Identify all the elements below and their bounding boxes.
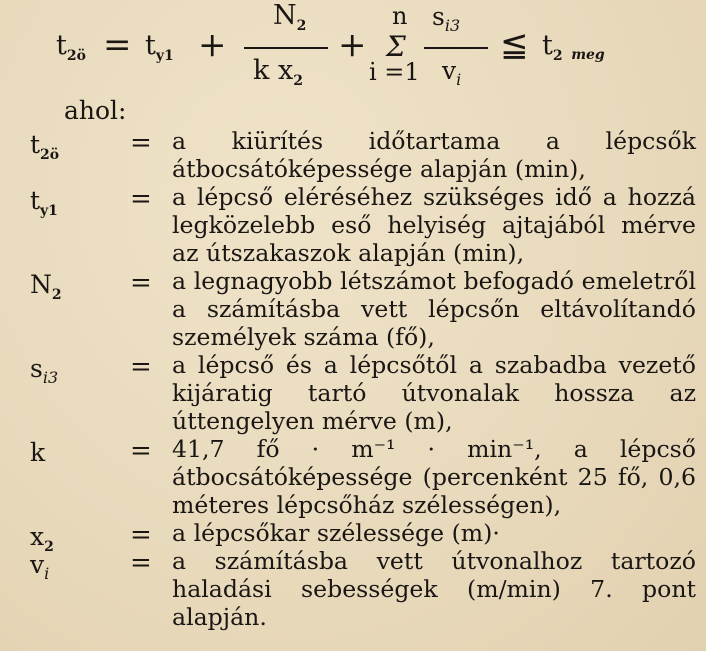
definition-symbol xyxy=(30,354,59,387)
sym-subscript: y1 xyxy=(40,203,58,219)
definition-text: a lépcsőkar szélessége (m)· xyxy=(172,519,500,547)
formula-plus-1: + xyxy=(198,25,227,65)
frac2-num-subscript: i3 xyxy=(444,16,461,35)
frac1-den-x: x xyxy=(277,55,294,86)
frac2-numerator xyxy=(432,2,461,35)
formula-lhs xyxy=(56,30,86,64)
definition-text: a kiürítés időtartama a lépcsők átbocsátóképessége alapján (min), xyxy=(172,127,696,183)
sym-letter: x xyxy=(30,522,45,551)
sym-subscript: 2ö xyxy=(40,147,60,163)
sym-letter: v xyxy=(30,550,45,579)
sym-subscript: i xyxy=(44,564,50,583)
definition-symbol xyxy=(30,550,50,583)
formula-lhs-symbol: t xyxy=(56,30,67,61)
definition-equals: = xyxy=(130,520,152,550)
formula-rhs-symbol: t xyxy=(542,30,553,61)
formula-lhs-subscript: 2ö xyxy=(66,48,86,64)
definition-symbol xyxy=(30,186,58,219)
definition-text: a lépcső és a lépcsőtől a szabadba vezető kijáratig tartó útvonalak hossza az úttengelyen mérve (m), xyxy=(172,351,696,435)
definition-symbol xyxy=(30,438,45,467)
frac2-bar xyxy=(424,47,488,49)
frac1-num-symbol: N xyxy=(273,0,297,31)
sym-subscript: 2 xyxy=(44,539,54,555)
frac1-bar xyxy=(244,47,328,49)
sum-upper-limit: n xyxy=(392,2,408,30)
sum-sign: Σ xyxy=(386,30,406,63)
definition-equals: = xyxy=(130,128,152,158)
definition-equals: = xyxy=(130,436,152,466)
formula-leq: ≦ xyxy=(500,25,529,65)
definition-symbol xyxy=(30,522,54,555)
formula-rhs xyxy=(542,30,605,64)
formula-rhs-subscript: 2 xyxy=(552,48,563,64)
frac2-denominator xyxy=(442,56,462,89)
definition-equals: = xyxy=(130,352,152,382)
sym-letter: k xyxy=(30,438,46,467)
sym-subscript: 2 xyxy=(51,287,62,303)
definition-text: a lépcső eléréséhez szükséges idő a hozzá legközelebb eső helyiség ajtajából mérve az útszakaszok alapján (min), xyxy=(172,183,696,267)
frac1-denominator xyxy=(253,55,303,89)
formula xyxy=(0,0,706,100)
frac1-den-subscript: 2 xyxy=(293,73,303,89)
definition-equals: = xyxy=(130,184,152,214)
formula-equals: = xyxy=(103,25,132,65)
frac1-num-subscript: 2 xyxy=(296,18,307,34)
formula-t-symbol: t xyxy=(145,30,156,61)
where-label: ahol: xyxy=(64,96,127,125)
definition-symbol xyxy=(30,130,60,163)
sym-subscript: i3 xyxy=(42,368,59,387)
formula-rhs-meg: meg xyxy=(571,47,605,63)
sym-letter: N xyxy=(30,270,52,299)
frac1-numerator xyxy=(273,0,307,34)
formula-t-term xyxy=(145,30,174,64)
frac2-den-subscript: i xyxy=(456,70,462,89)
definition-equals: = xyxy=(130,268,152,298)
definition-text: a számításba vett útvonalhoz tartozó haladási sebességek (m/min) 7. pont alapján. xyxy=(172,547,696,631)
frac1-den-k: k xyxy=(253,55,270,86)
frac2-den-symbol: v xyxy=(442,56,457,85)
definition-symbol xyxy=(30,270,62,303)
sym-letter: t xyxy=(30,130,41,159)
sum-lower-limit: i =1 xyxy=(369,58,420,86)
definition-text: 41,7 fő · m⁻¹ · min⁻¹, a lépcső átbocsátóképessége (percenként 25 fő, 0,6 méteres lépcsőház szélességen), xyxy=(172,435,696,519)
sym-letter: s xyxy=(30,354,43,383)
definition-equals: = xyxy=(130,548,152,578)
formula-t-subscript: y1 xyxy=(155,48,174,64)
sym-letter: t xyxy=(30,186,41,215)
frac2-num-symbol: s xyxy=(432,2,445,31)
formula-plus-2: + xyxy=(338,25,367,65)
definition-text: a legnagyobb létszámot befogadó emeletről a számításba vett lépcsőn eltávolítandó személyek száma (fő), xyxy=(172,267,696,351)
